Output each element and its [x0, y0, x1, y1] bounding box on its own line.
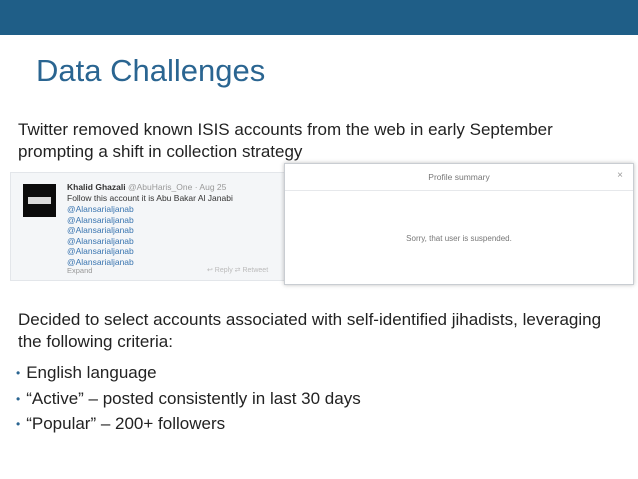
- criteria-list: [16, 361, 361, 438]
- slide-title: Data Challenges: [36, 53, 266, 88]
- profile-summary-modal: [284, 163, 634, 285]
- expand-link[interactable]: Expand: [67, 266, 93, 275]
- tweet-actions[interactable]: ↩ Reply ⇄ Retweet: [207, 267, 269, 274]
- intro-text: Twitter removed known ISIS accounts from the web in early September prompting a shift in collection strategy: [18, 120, 553, 161]
- bullet-icon: •: [16, 391, 21, 406]
- top-bar: [0, 0, 638, 35]
- mention-link[interactable]: @Alansarialjanab: [67, 204, 134, 214]
- avatar: [23, 184, 56, 217]
- list-item: • English language: [16, 363, 157, 382]
- list-item: • “Active” – posted consistently in last 30 days: [16, 388, 361, 408]
- avatar-flag-icon: [23, 184, 56, 217]
- modal-header: [285, 164, 633, 191]
- mention-link[interactable]: @Alansarialjanab: [67, 235, 134, 246]
- close-icon[interactable]: ×: [617, 170, 623, 181]
- mention-link[interactable]: @Alansarialjanab: [67, 225, 134, 235]
- tweet-author-name[interactable]: Khalid Ghazali: [67, 182, 126, 192]
- tweet-author-handle: @AbuHaris_One · Aug 25: [127, 182, 227, 192]
- tweet-text: Follow this account it is Abu Bakar Al Janabi: [67, 193, 233, 203]
- mention-link[interactable]: @Alansarialjanab: [67, 214, 134, 225]
- tweet-author: [67, 182, 226, 192]
- bullet-icon: •: [16, 366, 21, 380]
- mention-link[interactable]: @Alansarialjanab: [67, 246, 134, 256]
- bullet-icon: •: [16, 417, 21, 431]
- mention-link[interactable]: @Alansarialjanab: [67, 256, 134, 267]
- suspended-message: Sorry, that user is suspended.: [406, 234, 512, 243]
- tweet-screenshot: [10, 172, 295, 281]
- criteria-intro: Decided to select accounts associated with self-identified jihadists, leveraging the following criteria:: [18, 310, 602, 351]
- list-item: • “Popular” – 200+ followers: [16, 414, 226, 433]
- tweet-mentions: [67, 204, 134, 267]
- modal-title: Profile summary: [428, 172, 490, 182]
